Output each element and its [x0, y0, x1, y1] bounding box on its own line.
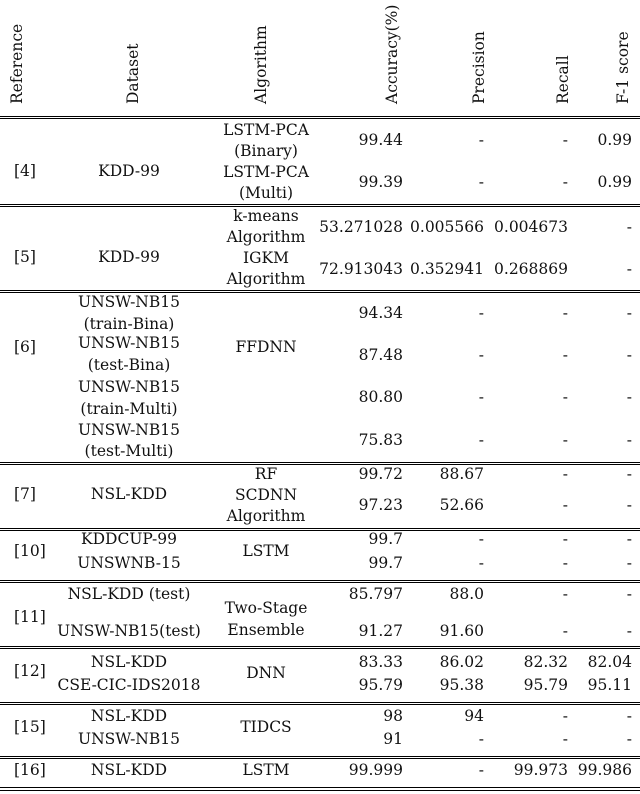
- algorithm-cell: (Multi): [238, 183, 294, 202]
- group-rule: [0, 204, 640, 205]
- precision-cell: -: [478, 729, 484, 748]
- precision-cell: -: [478, 345, 484, 364]
- recall-cell: -: [562, 172, 568, 191]
- accuracy-cell: 99.7: [368, 553, 403, 572]
- accuracy-cell: 97.23: [358, 495, 403, 514]
- recall-cell: -: [562, 621, 568, 640]
- accuracy-cell: 98: [383, 706, 403, 725]
- reference-cell: [12]: [14, 661, 46, 680]
- algorithm-cell: IGKM: [243, 248, 289, 267]
- f1-score-cell: 0.99: [597, 172, 632, 191]
- recall-cell: -: [562, 130, 568, 149]
- algorithm-cell: DNN: [246, 663, 286, 682]
- precision-cell: 88.67: [439, 464, 484, 483]
- f1-score-cell: -: [626, 529, 632, 548]
- bottom-rule-double: [0, 790, 640, 791]
- accuracy-cell: 94.34: [358, 303, 403, 322]
- dataset-cell: UNSW-NB15(test): [57, 621, 201, 640]
- dataset-cell: NSL-KDD (test): [67, 584, 191, 603]
- recall-cell: -: [562, 706, 568, 725]
- accuracy-cell: 91.27: [358, 621, 403, 640]
- recall-cell: 0.268869: [494, 259, 568, 278]
- group-rule: [0, 462, 640, 463]
- f1-score-cell: 0.99: [597, 130, 632, 149]
- dataset-cell: UNSW-NB15: [78, 729, 180, 748]
- group-rule: [0, 756, 640, 757]
- accuracy-cell: 99.39: [358, 172, 403, 191]
- precision-cell: 0.005566: [410, 217, 484, 236]
- recall-cell: -: [562, 584, 568, 603]
- f1-score-cell: -: [626, 584, 632, 603]
- algorithm-cell: LSTM-PCA: [223, 120, 309, 139]
- reference-cell: [4]: [14, 161, 36, 180]
- recall-cell: -: [562, 553, 568, 572]
- precision-cell: 91.60: [439, 621, 484, 640]
- accuracy-cell: 99.7: [368, 529, 403, 548]
- reference-cell: [6]: [14, 337, 36, 356]
- dataset-cell: NSL-KDD: [90, 484, 168, 503]
- dataset-cell: KDD-99: [98, 161, 160, 180]
- recall-cell: -: [562, 464, 568, 483]
- recall-cell: -: [562, 495, 568, 514]
- precision-cell: -: [478, 387, 484, 406]
- dataset-cell: UNSWNB-15: [77, 553, 181, 572]
- recall-cell: -: [562, 387, 568, 406]
- accuracy-cell: 87.48: [358, 345, 403, 364]
- precision-cell: 95.38: [439, 675, 484, 694]
- accuracy-cell: 80.80: [358, 387, 403, 406]
- algorithm-cell: FFDNN: [235, 337, 297, 356]
- algorithm-cell: Two-Stage: [224, 598, 308, 617]
- f1-score-cell: 95.11: [587, 675, 632, 694]
- precision-cell: 0.352941: [410, 259, 484, 278]
- recall-cell: 99.973: [513, 760, 568, 779]
- dataset-cell: KDD-99: [98, 247, 160, 266]
- group-rule: [0, 580, 640, 581]
- algorithm-cell: Algorithm: [226, 227, 306, 246]
- precision-cell: 86.02: [439, 652, 484, 671]
- algorithm-cell: Algorithm: [226, 506, 306, 525]
- dataset-cell: UNSW-NB15: [78, 333, 180, 352]
- precision-cell: 94: [464, 706, 484, 725]
- accuracy-cell: 95.79: [358, 675, 403, 694]
- algorithm-cell: (Binary): [234, 141, 298, 160]
- reference-cell: [11]: [14, 607, 46, 626]
- algorithm-cell: LSTM-PCA: [223, 162, 309, 181]
- f1-score-cell: -: [626, 729, 632, 748]
- recall-cell: -: [562, 303, 568, 322]
- algorithm-cell: Ensemble: [227, 620, 305, 639]
- reference-cell: [16]: [14, 760, 46, 779]
- header-recall: Recall: [554, 55, 572, 104]
- dataset-cell: CSE-CIC-IDS2018: [57, 675, 201, 694]
- recall-cell: 0.004673: [494, 217, 568, 236]
- f1-score-cell: -: [626, 464, 632, 483]
- algorithm-cell: TIDCS: [240, 717, 292, 736]
- precision-cell: -: [478, 130, 484, 149]
- algorithm-cell: RF: [254, 464, 278, 483]
- accuracy-cell: 53.271028: [319, 217, 403, 236]
- f1-score-cell: -: [626, 495, 632, 514]
- recall-cell: 82.32: [523, 652, 568, 671]
- header-f1-score: F-1 score: [614, 31, 632, 104]
- dataset-cell: (test-Multi): [84, 441, 174, 460]
- header-reference: Reference: [8, 23, 26, 104]
- precision-cell: -: [478, 430, 484, 449]
- reference-cell: [15]: [14, 717, 46, 736]
- precision-cell: -: [478, 172, 484, 191]
- dataset-cell: NSL-KDD: [90, 652, 168, 671]
- precision-cell: -: [478, 760, 484, 779]
- header-rule: [0, 116, 640, 117]
- f1-score-cell: -: [626, 387, 632, 406]
- recall-cell: -: [562, 430, 568, 449]
- accuracy-cell: 72.913043: [319, 259, 403, 278]
- algorithm-cell: LSTM: [242, 541, 290, 560]
- recall-cell: -: [562, 345, 568, 364]
- group-rule: [0, 646, 640, 647]
- precision-cell: -: [478, 553, 484, 572]
- f1-score-cell: -: [626, 259, 632, 278]
- accuracy-cell: 99.999: [348, 760, 403, 779]
- recall-cell: -: [562, 529, 568, 548]
- accuracy-cell: 91: [383, 729, 403, 748]
- recall-cell: -: [562, 729, 568, 748]
- dataset-cell: UNSW-NB15: [78, 420, 180, 439]
- reference-cell: [10]: [14, 541, 46, 560]
- f1-score-cell: 99.986: [577, 760, 632, 779]
- reference-cell: [7]: [14, 484, 36, 503]
- precision-cell: 52.66: [439, 495, 484, 514]
- dataset-cell: KDDCUP-99: [81, 529, 177, 548]
- f1-score-cell: -: [626, 303, 632, 322]
- bottom-rule: [0, 787, 640, 788]
- precision-cell: -: [478, 303, 484, 322]
- f1-score-cell: 82.04: [587, 652, 632, 671]
- dataset-cell: (test-Bina): [87, 355, 171, 374]
- group-rule-double: [0, 648, 640, 649]
- dataset-cell: NSL-KDD: [90, 760, 168, 779]
- group-rule: [0, 702, 640, 703]
- f1-score-cell: -: [626, 217, 632, 236]
- algorithm-cell: LSTM: [242, 760, 290, 779]
- dataset-cell: UNSW-NB15: [78, 377, 180, 396]
- accuracy-cell: 85.797: [348, 584, 403, 603]
- header-dataset: Dataset: [124, 43, 142, 104]
- algorithm-cell: Algorithm: [226, 269, 306, 288]
- accuracy-cell: 75.83: [358, 430, 403, 449]
- group-rule-double: [0, 206, 640, 207]
- accuracy-cell: 83.33: [358, 652, 403, 671]
- header-rule-double: [0, 118, 640, 119]
- dataset-cell: NSL-KDD: [90, 706, 168, 725]
- algorithm-cell: SCDNN: [234, 485, 298, 504]
- header-algorithm: Algorithm: [252, 25, 270, 104]
- header-accuracy: Accuracy(%): [383, 4, 401, 104]
- dataset-cell: UNSW-NB15: [78, 292, 180, 311]
- f1-score-cell: -: [626, 430, 632, 449]
- precision-cell: 88.0: [449, 584, 484, 603]
- dataset-cell: (train-Multi): [80, 399, 178, 418]
- reference-cell: [5]: [14, 247, 36, 266]
- algorithm-cell: k-means: [233, 206, 299, 225]
- dataset-cell: (train-Bina): [83, 314, 175, 333]
- f1-score-cell: -: [626, 706, 632, 725]
- accuracy-cell: 99.72: [358, 464, 403, 483]
- f1-score-cell: -: [626, 553, 632, 572]
- precision-cell: -: [478, 529, 484, 548]
- f1-score-cell: -: [626, 621, 632, 640]
- group-rule-double: [0, 464, 640, 465]
- accuracy-cell: 99.44: [358, 130, 403, 149]
- header-precision: Precision: [470, 31, 488, 104]
- f1-score-cell: -: [626, 345, 632, 364]
- recall-cell: 95.79: [523, 675, 568, 694]
